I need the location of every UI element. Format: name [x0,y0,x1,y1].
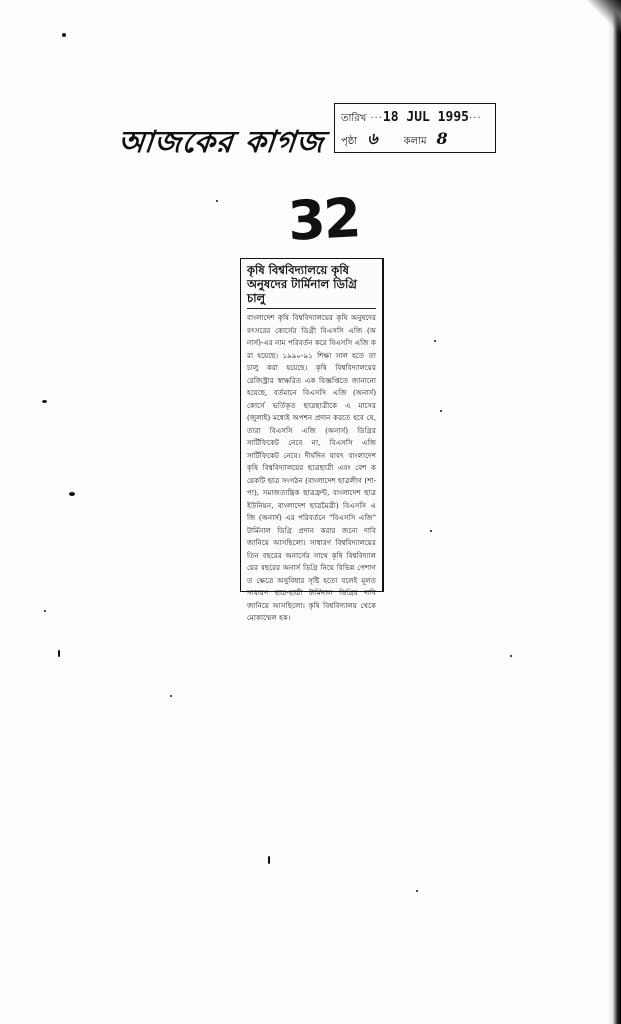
article-body [247,312,376,625]
stamp-dots: ··· [468,113,482,124]
scan-speck [430,530,432,532]
stamp-date-value: 18 JUL 1995 [382,110,469,125]
scan-speck [510,655,512,657]
article-headline: কৃষি বিশ্ববিদ্যালয়ে কৃষি অনুষদের টার্মিনাল ডিগ্রি চালু [247,263,376,309]
stamp-date-label: তারিখ [341,113,367,124]
stamp-page-label: পৃষ্ঠা [341,136,358,147]
date-page-stamp [334,103,496,153]
scan-speck [170,695,172,697]
scan-speck [44,610,46,612]
scan-speck [416,890,418,892]
scan-speck [440,410,442,412]
scan-speck [58,650,60,657]
stamp-column-value: 8 [436,129,448,148]
scan-speck [434,340,436,342]
scan-edge-shadow [607,0,621,1024]
stamp-page-value: ৬ [367,129,378,148]
newspaper-clipping [240,258,384,622]
newspaper-masthead: আজকের কাগজ [116,125,326,160]
stamp-page-row [341,129,489,152]
scan-speck [62,33,66,37]
scan-speck [42,400,47,403]
scan-speck [216,200,218,202]
stamp-column-label: কলাম [403,136,427,147]
handwritten-page-number: 32 [286,186,361,253]
stamp-dots: ··· [370,113,383,124]
stamp-date-row [341,108,489,129]
scan-corner-shadow [581,0,621,40]
scan-speck [268,856,270,864]
scan-speck [69,492,75,496]
article-body-text: বাংলাদেশ কৃষি বিশ্ববিদ্যালয়ের কৃষি অনুষদের বৎসরের কোর্সের ডিগ্রী বিএসসি এজি (অনার্স)-এর নাম পরিবর্তন করে বিএসসি এজি করা হয়েছে। ১৯৯০-৯১ শিক্ষা সাল হতে তা চালু করা হয়েছে। কৃষি বিশ্ববিদ্যালয়ের রেজিস্ট্রার স্বাক্ষরিত এক বিজ্ঞপ্তিতে জানানো হয়েছে, বর্তমানে বিএসসি এজি (অনার্স) কোর্সে ভর্তিকৃত ছাত্রছাত্রীকে এ মাসের (জুলাই) মধ্যেই অপশন প্রদান করতে হবে যে, তারা বিএসসি এজি (অনার্স) ডিগ্রির সার্টিফিকেট নেবে না, বিএসসি এজি সার্টিফিকেট নেবে। দীর্ঘদিন যাবৎ বাংলাদেশ কৃষি বিশ্ববিদ্যালয়ের ছাত্রছাত্রী এবং বেশ কয়েকটি ছাত্র সংগঠন (বাংলাদেশ ছাত্রলীগ (শা-পা), সমাজতান্ত্রিক ছাত্রফ্রন্ট, বাংলাদেশ ছাত্র ইউনিয়ন, বাংলাদেশ ছাত্রমৈত্রী) বিএসসি এজি (অনার্স) এর পরিবর্তনে "বিএসসি এজি" টার্মিনাল ডিগ্রি প্রদান করার জন্যে দাবি জানিয়ে আসছিলো। সাধারণ বিশ্ববিদ্যালয়ের তিন বছরের অনার্সের সাথে কৃষি বিশ্ববিদ্যালয়ের বছরের অনার্স ডিগ্রি নিয়ে বিভিন্ন পেশাগত ক্ষেত্রে অসুবিধার সৃষ্টি হতো বলেই মূলত সাধারণ ছাত্র-ছাত্রী টার্মিনাল ডিগ্রির দাবি জানিয়ে আসছিলো। কৃষি বিশ্ববিদ্যালয় থেকে মোকাম্মেল হক। [247,313,376,622]
